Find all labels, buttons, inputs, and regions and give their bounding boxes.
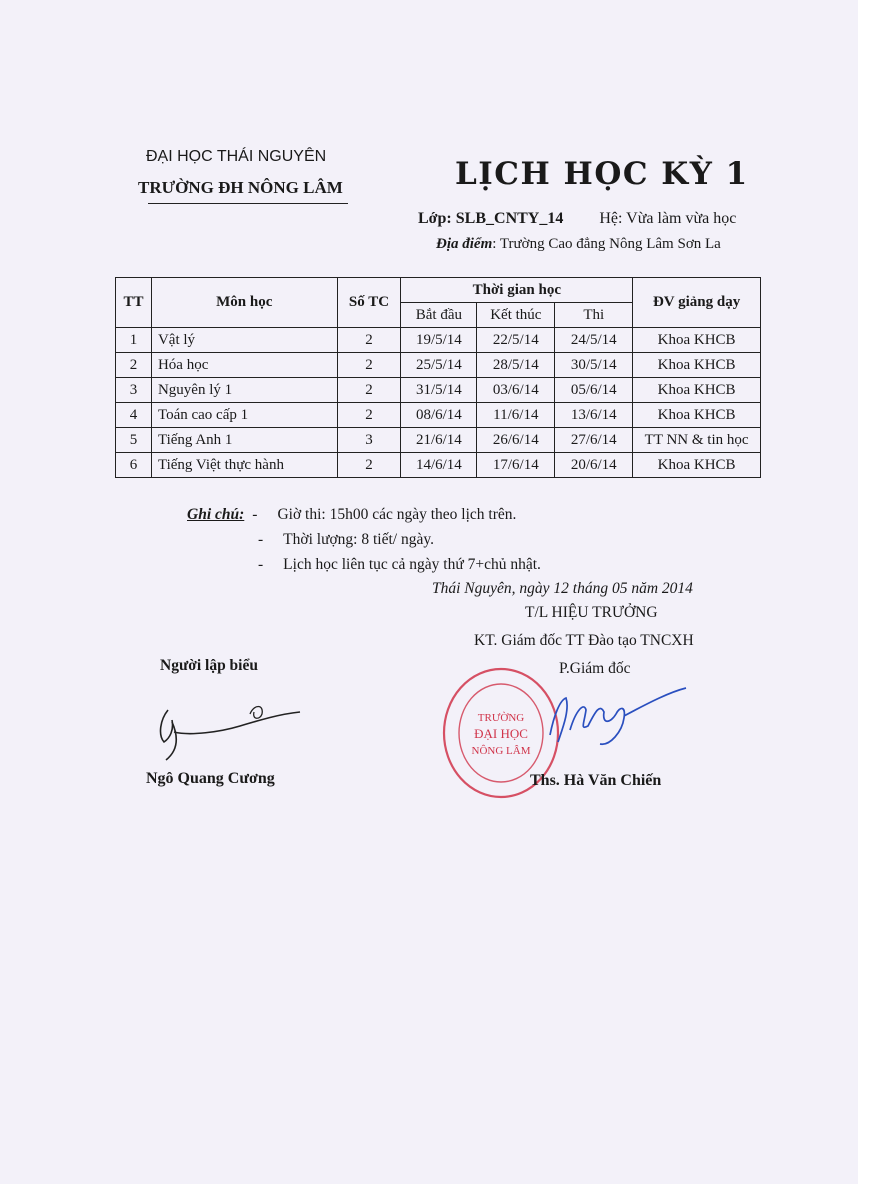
location-line (436, 236, 721, 253)
page-edge-bottom (0, 1184, 874, 1200)
cell-start: 21/6/14 (401, 428, 477, 453)
cell-start: 19/5/14 (401, 328, 477, 353)
school-underline (148, 203, 348, 204)
table-row (116, 428, 761, 453)
cell-subject: Hóa học (151, 353, 337, 378)
note-item: Giờ thi: 15h00 các ngày theo lịch trên. (277, 506, 517, 523)
cell-credits: 2 (337, 328, 401, 353)
cell-end: 03/6/14 (477, 378, 555, 403)
cell-tt: 5 (116, 428, 152, 453)
seal-line-1: TRƯỜNG (477, 712, 525, 724)
cell-end: 22/5/14 (477, 328, 555, 353)
cell-start: 14/6/14 (401, 453, 477, 478)
class-value: SLB_CNTY_14 (455, 210, 564, 227)
schedule-table (115, 277, 761, 478)
cell-subject: Tiếng Việt thực hành (151, 453, 337, 478)
position-line: P.Giám đốc (559, 660, 631, 677)
header-unit: ĐV giảng dạy (633, 278, 761, 328)
cell-tt: 6 (116, 453, 152, 478)
header-subject: Môn học (151, 278, 337, 328)
cell-unit: Khoa KHCB (633, 328, 761, 353)
cell-subject: Tiếng Anh 1 (151, 428, 337, 453)
cell-subject: Nguyên lý 1 (151, 378, 337, 403)
note-item: Thời lượng: 8 tiết/ ngày. (283, 531, 434, 548)
cell-start: 25/5/14 (401, 353, 477, 378)
cell-tt: 3 (116, 378, 152, 403)
cell-end: 17/6/14 (477, 453, 555, 478)
system-label: Hệ: (599, 210, 623, 227)
cell-credits: 2 (337, 403, 401, 428)
director-line: KT. Giám đốc TT Đào tạo TNCXH (474, 632, 694, 649)
cell-unit: Khoa KHCB (633, 353, 761, 378)
note-line-2: - Thời lượng: 8 tiết/ ngày. (258, 531, 434, 548)
table-row (116, 453, 761, 478)
cell-subject: Toán cao cấp 1 (151, 403, 337, 428)
location-label: Địa điểm (436, 236, 493, 252)
maker-signature (150, 690, 310, 768)
system-value: Vừa làm vừa học (626, 210, 737, 227)
cell-exam: 20/6/14 (555, 453, 633, 478)
seal-line-2: ĐẠI HỌC (474, 726, 528, 741)
maker-label: Người lập biểu (160, 657, 258, 674)
cell-start: 08/6/14 (401, 403, 477, 428)
cell-subject: Vật lý (151, 328, 337, 353)
class-label: Lớp: (418, 210, 452, 227)
table-row (116, 353, 761, 378)
school-name: TRƯỜNG ĐH NÔNG LÂM (138, 178, 343, 197)
header-start: Bắt đầu (401, 303, 477, 328)
cell-credits: 2 (337, 353, 401, 378)
cell-credits: 3 (337, 428, 401, 453)
cell-start: 31/5/14 (401, 378, 477, 403)
header-end: Kết thúc (477, 303, 555, 328)
cell-unit: TT NN & tin học (633, 428, 761, 453)
cell-unit: Khoa KHCB (633, 378, 761, 403)
director-signature (540, 680, 690, 750)
signer-name: Ths. Hà Văn Chiến (530, 772, 662, 789)
maker-name: Ngô Quang Cương (146, 770, 275, 787)
document-title: LỊCH HỌC KỲ 1 (455, 156, 749, 192)
cell-end: 28/5/14 (477, 353, 555, 378)
university-name: ĐẠI HỌC THÁI NGUYÊN (146, 148, 327, 165)
cell-tt: 4 (116, 403, 152, 428)
notes-block (187, 502, 541, 577)
cell-exam: 30/5/14 (555, 353, 633, 378)
class-line (418, 210, 736, 228)
header-time: Thời gian học (401, 278, 633, 303)
cell-tt: 2 (116, 353, 152, 378)
table-row (116, 378, 761, 403)
on-behalf-line: T/L HIỆU TRƯỞNG (525, 604, 658, 621)
cell-exam: 05/6/14 (555, 378, 633, 403)
note-line-1: Ghi chú: - Giờ thi: 15h00 các ngày theo lịch trên. (187, 506, 517, 523)
page-edge-right (858, 0, 874, 1200)
cell-credits: 2 (337, 378, 401, 403)
table-row (116, 328, 761, 353)
cell-credits: 2 (337, 453, 401, 478)
cell-end: 26/6/14 (477, 428, 555, 453)
cell-exam: 13/6/14 (555, 403, 633, 428)
cell-unit: Khoa KHCB (633, 403, 761, 428)
header-tt: TT (116, 278, 152, 328)
date-line: Thái Nguyên, ngày 12 tháng 05 năm 2014 (432, 580, 693, 597)
cell-tt: 1 (116, 328, 152, 353)
cell-exam: 24/5/14 (555, 328, 633, 353)
note-item: Lịch học liên tục cả ngày thứ 7+chủ nhật. (283, 556, 541, 573)
header-credits: Số TC (337, 278, 401, 328)
cell-end: 11/6/14 (477, 403, 555, 428)
seal-line-3: NÔNG LÂM (471, 745, 531, 757)
cell-unit: Khoa KHCB (633, 453, 761, 478)
header-exam: Thi (555, 303, 633, 328)
table-row (116, 403, 761, 428)
cell-exam: 27/6/14 (555, 428, 633, 453)
note-line-3: - Lịch học liên tục cả ngày thứ 7+chủ nhật. (258, 556, 541, 573)
notes-label: Ghi chú: (187, 506, 245, 523)
location-value: : Trường Cao đẳng Nông Lâm Sơn La (492, 236, 721, 252)
